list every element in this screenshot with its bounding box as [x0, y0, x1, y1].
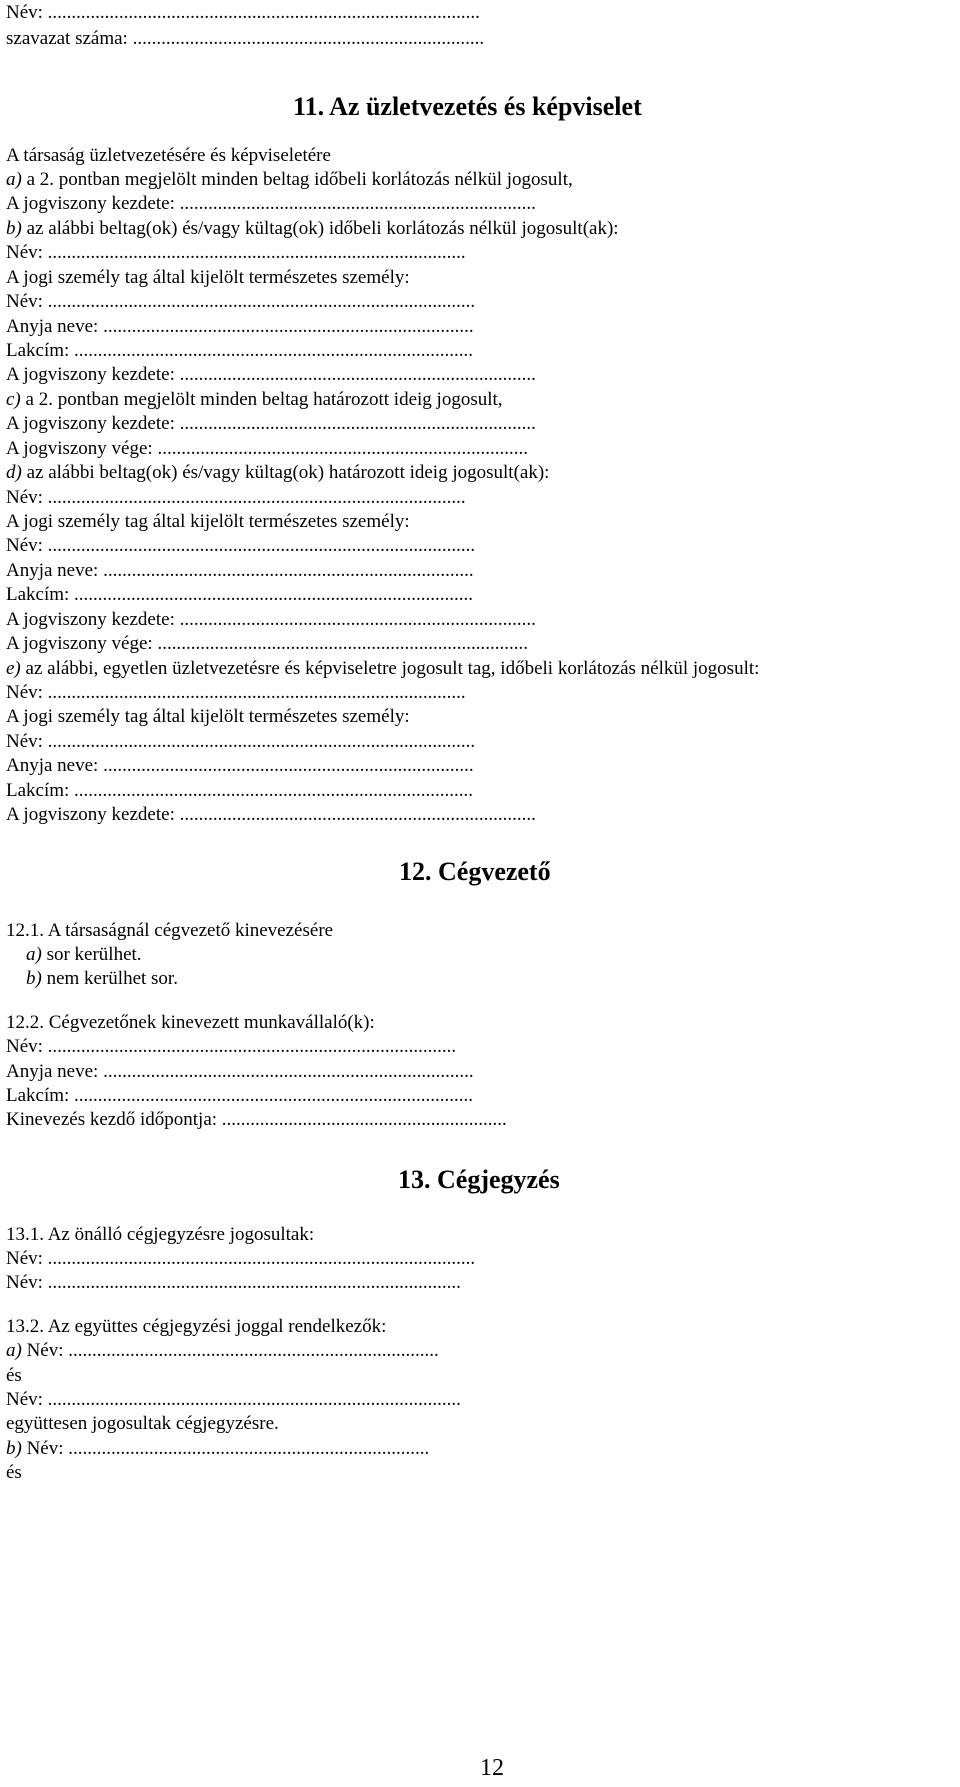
s13-nev3: Név: .......................................................................................: [6, 1389, 461, 1410]
s11-line-18: Lakcím: ....................................................................................: [6, 584, 474, 605]
page-number: 12: [480, 1755, 504, 1781]
s11-line-7: Anyja neve: ..............................................................................: [6, 316, 474, 337]
s11-line-22: Név: ........................................................................................: [6, 682, 466, 703]
s13-p2: 13.2. Az együttes cégjegyzési joggal rendelkezők:: [6, 1316, 387, 1337]
s11-line-12: A jogviszony vége: ..............................................................................: [6, 438, 528, 459]
s11-line-1: a) a 2. pontban megjelölt minden beltag időbeli korlátozás nélkül jogosult,: [6, 169, 573, 190]
s11-line-3: b) az alábbi beltag(ok) és/vagy kültag(ok) időbeli korlátozás nélkül jogosult(ak):: [6, 218, 619, 239]
s11-line-19: A jogviszony kezdete: ...........................................................................: [6, 609, 536, 630]
s11-line-11: A jogviszony kezdete: ...........................................................................: [6, 413, 536, 434]
s12-anyja: Anyja neve: ..............................................................................: [6, 1061, 474, 1082]
s11-letter-e: e): [6, 658, 21, 679]
s12-p2: 12.2. Cégvezetőnek kinevezett munkavállaló(k):: [6, 1012, 375, 1033]
s13-a-line: a) Név: ..............................................................................: [6, 1340, 439, 1361]
s11-line-25: Anyja neve: ..............................................................................: [6, 755, 474, 776]
s12-nev: Név: ......................................................................................: [6, 1036, 457, 1057]
s11-line-0: A társaság üzletvezetésére és képviseletére: [6, 145, 331, 166]
section-12-title: 12. Cégvezető: [399, 857, 551, 886]
s11-line-5: A jogi személy tag által kijelölt természetes személy:: [6, 267, 410, 288]
s11-line-4: Név: ........................................................................................: [6, 242, 466, 263]
top-szavazat-line: szavazat száma: ..........................................................................: [6, 28, 485, 49]
s12-letter-a: a): [26, 944, 42, 965]
s11-line-20: A jogviszony vége: ..............................................................................: [6, 633, 528, 654]
section-13-title: 13. Cégjegyzés: [398, 1165, 560, 1194]
s13-letter-a: a): [6, 1340, 22, 1361]
s13-nev1: Név: ..........................................................................................: [6, 1248, 476, 1269]
s12-option-b: b) nem kerülhet sor.: [26, 968, 178, 989]
s13-es1: és: [6, 1365, 22, 1386]
s11-line-8: Lakcím: ....................................................................................: [6, 340, 474, 361]
s11-line-9: A jogviszony kezdete: ...........................................................................: [6, 364, 536, 385]
top-nev-line: Név: ...........................................................................................: [6, 2, 480, 23]
section-11-title: 11. Az üzletvezetés és képviselet: [293, 92, 642, 121]
s12-p1: 12.1. A társaságnál cégvezető kinevezésére: [6, 920, 334, 941]
s11-line-15: A jogi személy tag által kijelölt természetes személy:: [6, 511, 410, 532]
s11-line-27: A jogviszony kezdete: ...........................................................................: [6, 804, 536, 825]
s11-line-26: Lakcím: ....................................................................................: [6, 780, 474, 801]
s12-kinevezes: Kinevezés kezdő időpontja: ............................................................: [6, 1109, 507, 1130]
s11-letter-a: a): [6, 169, 22, 190]
s13-b-line: b) Név: ............................................................................: [6, 1438, 430, 1459]
s13-es2: és: [6, 1462, 22, 1483]
s11-line-10: c) a 2. pontban megjelölt minden beltag határozott ideig jogosult,: [6, 389, 503, 410]
s11-line-17: Anyja neve: ..............................................................................: [6, 560, 474, 581]
s12-option-a: a) sor kerülhet.: [26, 944, 142, 965]
s11-letter-b: b): [6, 218, 22, 239]
s11-letter-d: d): [6, 462, 22, 483]
s11-letter-c: c): [6, 389, 21, 410]
s13-p1: 13.1. Az önálló cégjegyzésre jogosultak:: [6, 1224, 315, 1245]
s13-egyutt: együttesen jogosultak cégjegyzésre.: [6, 1413, 279, 1434]
s11-line-13: d) az alábbi beltag(ok) és/vagy kültag(ok) határozott ideig jogosult(ak):: [6, 462, 550, 483]
s13-letter-b: b): [6, 1438, 22, 1459]
s13-nev2: Név: .......................................................................................: [6, 1272, 461, 1293]
s11-line-23: A jogi személy tag által kijelölt természetes személy:: [6, 706, 410, 727]
s11-line-21: e) az alábbi, egyetlen üzletvezetésre és képviseletre jogosult tag, időbeli korlátozás nélkül jogosult:: [6, 658, 760, 679]
s12-lakcim: Lakcím: ....................................................................................: [6, 1085, 474, 1106]
s12-letter-b: b): [26, 968, 42, 989]
s11-line-14: Név: ........................................................................................: [6, 487, 466, 508]
s11-line-24: Név: ..........................................................................................: [6, 731, 476, 752]
s11-line-6: Név: ..........................................................................................: [6, 291, 476, 312]
s11-line-16: Név: ..........................................................................................: [6, 535, 476, 556]
s11-line-2: A jogviszony kezdete: ...........................................................................: [6, 193, 536, 214]
